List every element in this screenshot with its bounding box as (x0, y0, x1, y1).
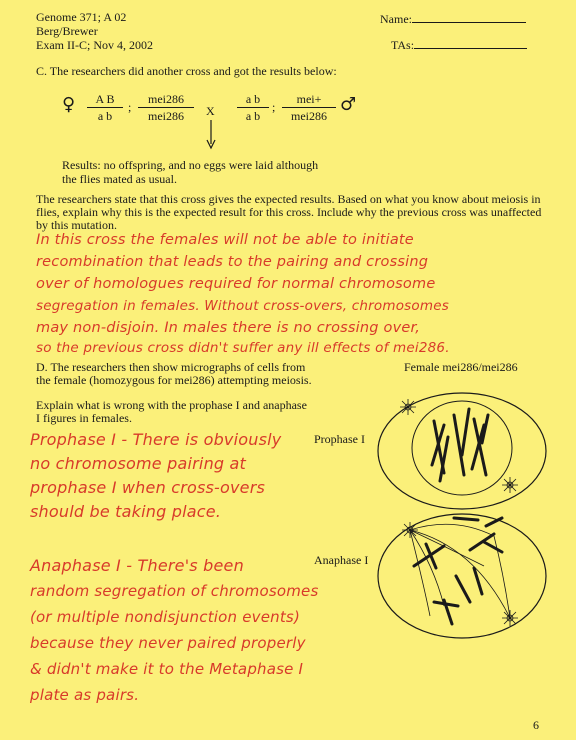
fraction-bottom: mei286 (148, 109, 184, 123)
prophase-label: Prophase I (314, 432, 365, 446)
question-d-line-1: Explain what is wrong with the prophase I and anaphase (36, 398, 307, 412)
prophase-cell-micrograph (374, 385, 554, 515)
name-field[interactable] (380, 12, 526, 26)
figure-title: Female mei286/mei286 (404, 360, 518, 374)
fraction-top: A B (87, 92, 123, 108)
question-d-line-2: I figures in females. (36, 411, 132, 425)
prophase-answer-line: should be taking place. (30, 502, 222, 521)
semicolon: ; (128, 100, 132, 114)
anaphase-cell-micrograph (374, 506, 554, 644)
prophase-answer-line: Prophase I - There is obviously (30, 430, 282, 449)
female-symbol: ♀ (62, 94, 76, 115)
male-genotype-ab (237, 92, 269, 123)
male-symbol: ♂ (340, 94, 357, 115)
fraction-bottom: a b (97, 109, 113, 123)
tas-field[interactable] (391, 38, 527, 52)
down-arrow-icon (204, 120, 218, 150)
prophase-answer-line: prophase I when cross-overs (30, 478, 266, 497)
fraction-bottom: a b (245, 109, 261, 123)
female-genotype-mei (138, 92, 194, 123)
handwritten-answer-line: In this cross the females will not be able to initiate (36, 232, 414, 248)
exam-title: Exam II-C; Nov 4, 2002 (36, 38, 153, 52)
fraction-top: mei+ (282, 92, 336, 108)
anaphase-answer-line: random segregation of chromosomes (30, 582, 319, 600)
prophase-answer-line: no chromosome pairing at (30, 454, 247, 473)
anaphase-answer-line: Anaphase I - There's been (30, 556, 244, 575)
anaphase-label: Anaphase I (314, 553, 369, 567)
semicolon: ; (272, 100, 276, 114)
handwritten-answer-line: may non-disjoin. In males there is no crossing over, (36, 320, 421, 336)
question-c-line-2: flies, explain why this is the expected result for this cross. Include why the previous cross was unaffected (36, 205, 542, 219)
tas-label: TAs: (391, 38, 415, 52)
question-c-line-1: The researchers state that this cross gives the expected results. Based on what you know about meiosis in (36, 192, 541, 206)
results-line-1: Results: no offspring, and no eggs were laid although (62, 158, 319, 172)
cross-symbol: X (206, 104, 215, 118)
female-genotype-ab (87, 92, 123, 123)
course-code: Genome 371; A 02 (36, 10, 127, 24)
part-d-line-2: the female (homozygous for mei286) attempting meiosis. (36, 373, 312, 387)
fraction-top: mei286 (138, 92, 194, 108)
results-line-2: the flies mated as usual. (62, 172, 177, 186)
part-c-intro: C. The researchers did another cross and got the results below: (36, 64, 337, 78)
centrosome-icon (400, 399, 416, 415)
anaphase-answer-line: plate as pairs. (30, 686, 140, 704)
anaphase-answer-line: because they never paired properly (30, 634, 306, 652)
page-number: 6 (533, 718, 539, 732)
name-line (412, 12, 526, 23)
anaphase-answer-line: & didn't make it to the Metaphase I (30, 660, 304, 678)
handwritten-answer-line: so the previous cross didn't suffer any ill effects of mei286. (36, 340, 450, 356)
fraction-bottom: mei286 (291, 109, 327, 123)
tas-line (414, 38, 527, 49)
handwritten-answer-line: recombination that leads to the pairing and crossing (36, 254, 429, 270)
instructors: Berg/Brewer (36, 24, 98, 38)
part-d-line-1: D. The researchers then show micrographs of cells from (36, 360, 306, 374)
anaphase-answer-line: (or multiple nondisjunction events) (30, 608, 300, 626)
question-c-line-3: by this mutation. (36, 218, 117, 232)
handwritten-answer-line: over of homologues required for normal chromosome (36, 276, 436, 292)
handwritten-answer-line: segregation in females. Without cross-overs, chromosomes (36, 298, 449, 314)
name-label: Name: (380, 12, 412, 26)
centrosome-icon (402, 522, 418, 538)
male-genotype-mei (282, 92, 336, 123)
fraction-top: a b (237, 92, 269, 108)
